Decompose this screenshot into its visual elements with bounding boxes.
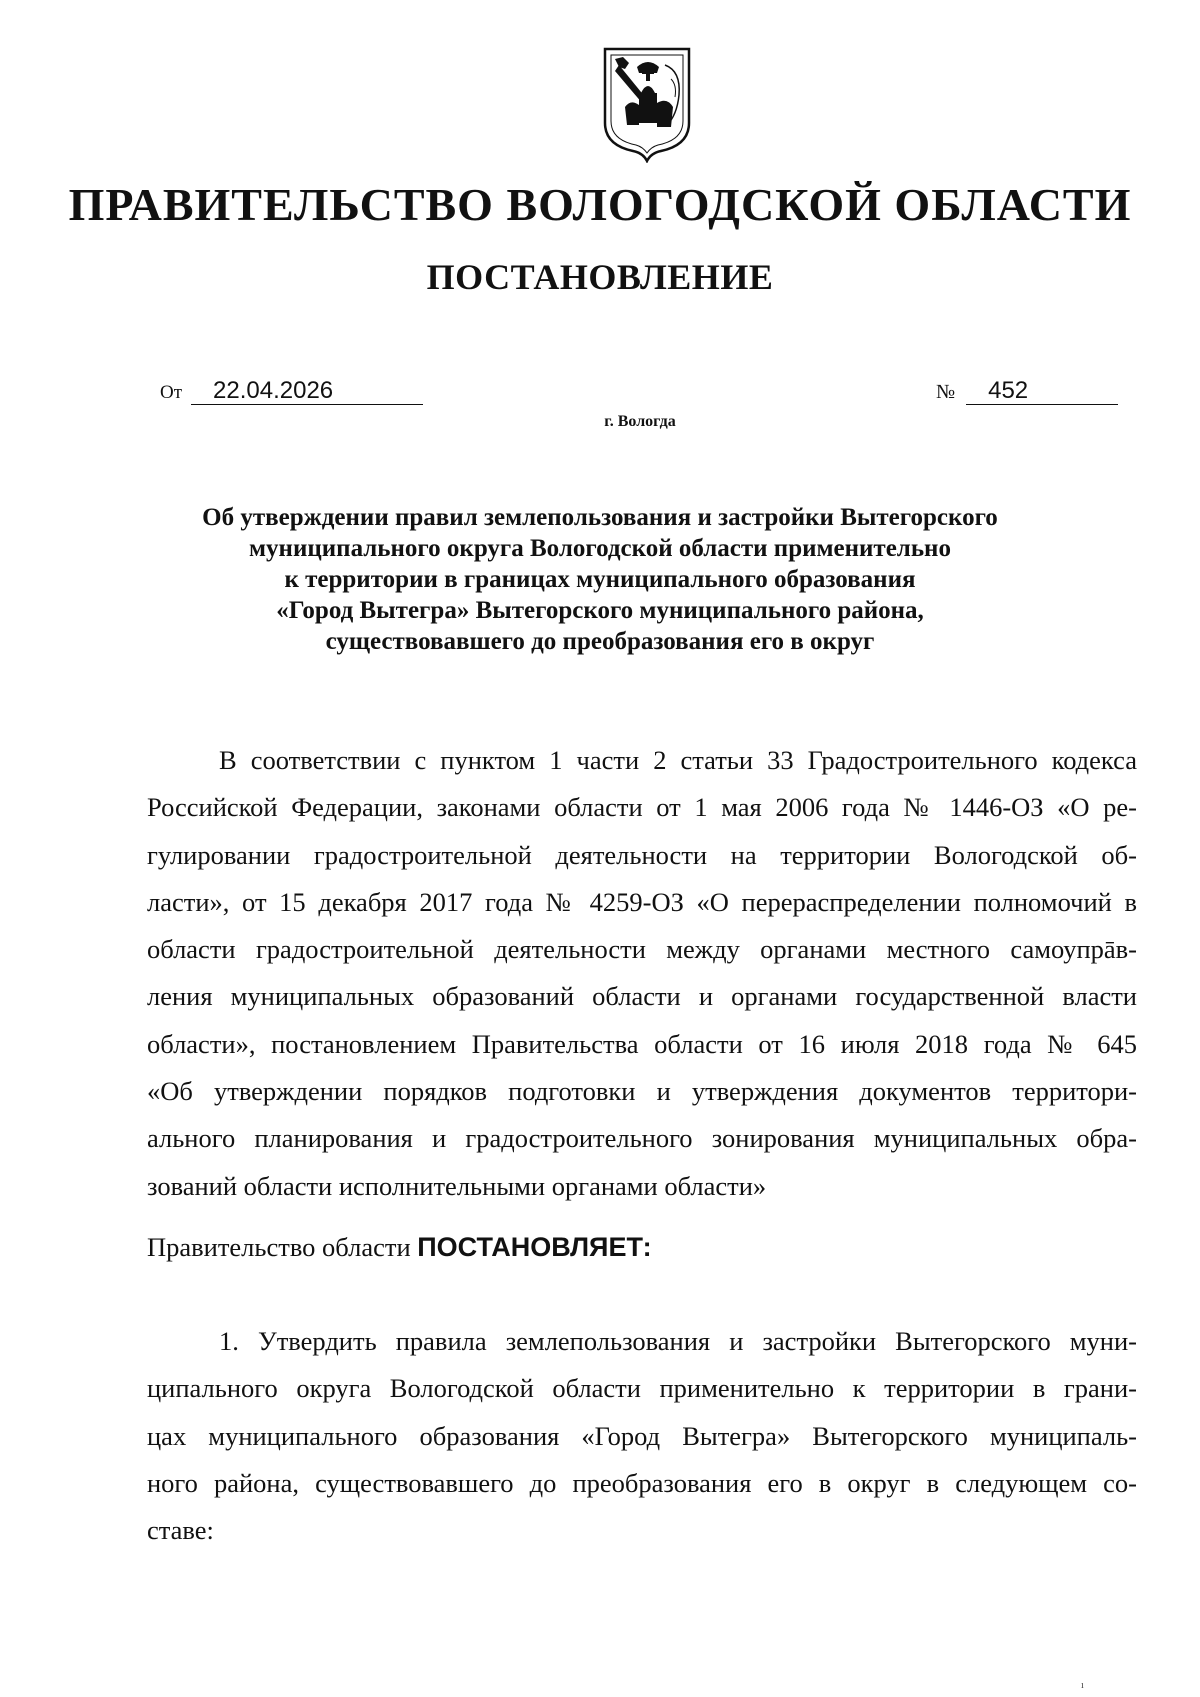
decree-line (147, 1232, 652, 1263)
text-line: Российской Федерации, законами области от 1 мая 2006 года № 1446-ОЗ «О ре- (147, 792, 1137, 823)
clause-1-paragraph (147, 1318, 1137, 1554)
text-line: ставе: (147, 1515, 214, 1546)
text-line: В соответствии с пунктом 1 части 2 статьи 33 Градостроительного кодекса (219, 745, 1137, 775)
heading-line: «Город Вытегра» Вытегорского муниципального района, (276, 597, 924, 624)
decree-verb: ПОСТАНОВЛЯЕТ: (417, 1232, 652, 1262)
number-value: 452 (966, 378, 1118, 405)
city-name: г. Вологда (604, 413, 676, 430)
text-line: ласти», от 15 декабря 2017 года № 4259-ОЗ «О перераспределении полномочий в (147, 886, 1137, 917)
heading-line: существовавшего до преобразования его в округ (325, 628, 875, 655)
text-line: ального планирования и градостроительного зонирования муниципальных обра- (147, 1123, 1137, 1154)
text-line: гулировании градостроительной деятельности на территории Вологодской об- (147, 839, 1137, 870)
number-field (936, 378, 1118, 405)
heading-line: к территории в границах муниципального образования (284, 566, 916, 593)
text-line: области», постановлением Правительства области от 16 июля 2018 года № 645 (147, 1028, 1137, 1059)
date-value: 22.04.2026 (191, 378, 423, 405)
heading-line: муниципального округа Вологодской области применительно (249, 535, 951, 562)
date-field (160, 378, 423, 405)
text-line: ного района, существовавшего до преобразования его в округ в следующем со- (147, 1467, 1137, 1498)
text-line: 1. Утвердить правила землепользования и застройки Вытегорского муни- (219, 1326, 1137, 1356)
heading-line: Об утверждении правил землепользования и застройки Вытегорского (202, 504, 998, 531)
organization-title: ПРАВИТЕЛЬСТВО ВОЛОГОДСКОЙ ОБЛАСТИ (68, 179, 1132, 230)
page-mark: ı (1081, 1680, 1084, 1691)
text-line: зований области исполнительными органами области» (147, 1170, 767, 1201)
document-type: ПОСТАНОВЛЕНИЕ (426, 257, 774, 297)
date-label: От (160, 382, 183, 403)
vologda-coat-of-arms-icon (601, 45, 693, 163)
decree-prefix: Правительство области (147, 1232, 411, 1262)
text-line: области градостроительной деятельности между органами местного самоупрāв- (147, 934, 1137, 965)
text-line: ципального округа Вологодской области применительно к территории в грани- (147, 1373, 1137, 1404)
text-line: «Об утверждении порядков подготовки и утверждения документов территори- (147, 1076, 1137, 1107)
document-heading (100, 502, 1100, 657)
preamble-paragraph (147, 737, 1137, 1210)
text-line: цах муниципального образования «Город Вытегра» Вытегорского муниципаль- (147, 1420, 1137, 1451)
number-label: № (936, 381, 956, 403)
text-line: ления муниципальных образований области и органами государственной власти (147, 981, 1137, 1012)
